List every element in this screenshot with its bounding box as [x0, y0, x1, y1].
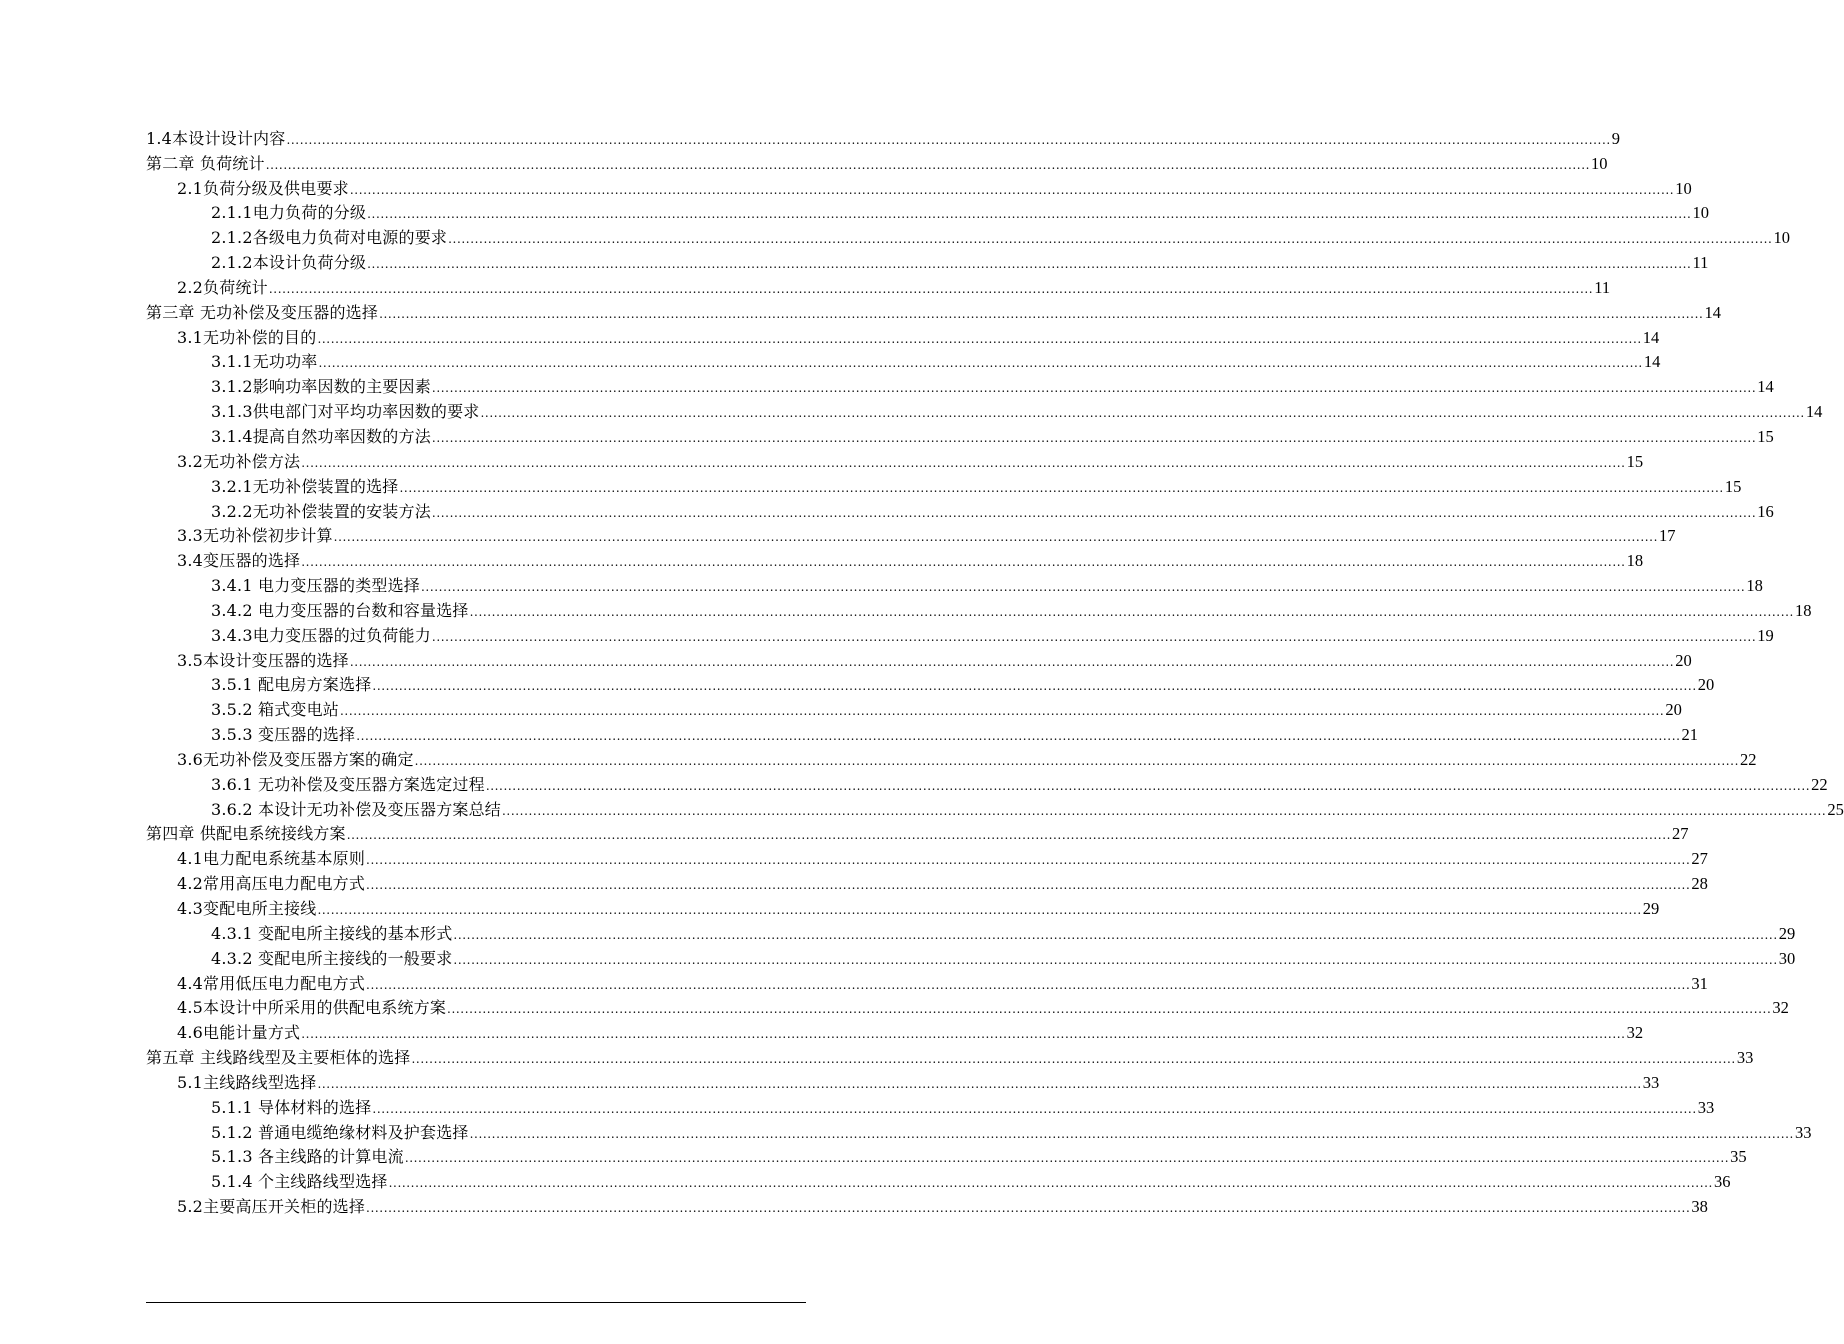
toc-entry-title: 3.6.2 本设计无功补偿及变压器方案总结 [211, 799, 501, 819]
toc-leader-dots: ............................................................................................................................................................................................................................................................................................................ [453, 952, 1778, 967]
toc-entry[interactable] [146, 770, 1828, 795]
toc-entry[interactable] [146, 820, 1689, 845]
toc-entry[interactable] [146, 1068, 1660, 1093]
toc-entry-title: 3.4.2 电力变压器的台数和容量选择 [211, 600, 469, 620]
toc-entry-page-number: 28 [1691, 874, 1708, 894]
toc-entry[interactable] [146, 1192, 1708, 1217]
toc-entry-page-number: 33 [1736, 1048, 1754, 1068]
toc-entry-title: 3.3无功补偿初步计算 [177, 526, 333, 546]
toc-entry-page-number: 15 [1757, 426, 1774, 446]
toc-entry[interactable] [146, 869, 1708, 894]
toc-entry[interactable] [146, 596, 1812, 621]
toc-entry-page-number: 20 [1675, 650, 1692, 670]
toc-entry[interactable] [146, 919, 1796, 944]
toc-entry-title: 2.1.2各级电力负荷对电源的要求 [211, 228, 448, 248]
toc-leader-dots: ............................................................................................................................................................................................................................................................................................................ [356, 729, 1681, 744]
toc-leader-dots: ............................................................................................................................................................................................................................................................................................................ [349, 654, 1675, 669]
toc-entry-title: 4.1电力配电系统基本原则 [177, 849, 366, 869]
toc-entry-page-number: 9 [1611, 128, 1621, 148]
toc-entry-page-number: 33 [1794, 1122, 1812, 1142]
toc-entry-title: 5.1.1 导体材料的选择 [211, 1097, 372, 1117]
toc-leader-dots: ............................................................................................................................................................................................................................................................................................................ [367, 207, 1692, 222]
toc-entry[interactable] [146, 745, 1757, 770]
toc-entry-page-number: 29 [1642, 899, 1660, 918]
toc-entry[interactable] [146, 447, 1644, 472]
toc-entry-page-number: 33 [1697, 1097, 1715, 1117]
toc-entry-title: 4.3.1 变配电所主接线的基本形式 [211, 923, 453, 943]
toc-leader-dots: ............................................................................................................................................................................................................................................................................................................ [366, 977, 1691, 992]
toc-entry-page-number: 14 [1805, 402, 1823, 422]
toc-leader-dots: ............................................................................................................................................................................................................................................................................................................ [485, 778, 1811, 793]
toc-entry-title: 2.1负荷分级及供电要求 [177, 178, 349, 198]
toc-entry-page-number: 32 [1772, 998, 1789, 1018]
toc-entry-page-number: 16 [1757, 501, 1774, 521]
toc-entry-page-number: 10 [1773, 228, 1790, 248]
toc-leader-dots: ............................................................................................................................................................................................................................................................................................................ [448, 232, 1773, 247]
toc-entry[interactable] [146, 372, 1774, 397]
toc-entry-page-number: 18 [1746, 576, 1763, 596]
toc-leader-dots: ............................................................................................................................................................................................................................................................................................................ [317, 903, 1642, 917]
toc-entry-title: 5.1.4 个主线路线型选择 [211, 1172, 388, 1192]
toc-leader-dots: ............................................................................................................................................................................................................................................................................................................ [333, 530, 1658, 545]
toc-leader-dots: ............................................................................................................................................................................................................................................................................................................ [346, 828, 1672, 843]
toc-entry-page-number: 25 [1827, 799, 1844, 819]
toc-leader-dots: ............................................................................................................................................................................................................................................................................................................ [414, 753, 1739, 768]
toc-entry[interactable] [146, 646, 1692, 671]
toc-entry-title: 第二章 负荷统计 [146, 153, 265, 173]
toc-entry[interactable] [146, 323, 1660, 348]
toc-entry-page-number: 20 [1665, 700, 1682, 720]
toc-entry-page-number: 10 [1591, 153, 1608, 173]
toc-entry-title: 3.1.3供电部门对平均功率因数的要求 [211, 402, 480, 422]
toc-leader-dots: ............................................................................................................................................................................................................................................................................................................ [469, 1126, 1794, 1141]
toc-entry-page-number: 29 [1778, 923, 1796, 943]
toc-leader-dots: ............................................................................................................................................................................................................................................................................................................ [301, 455, 1626, 470]
toc-entry-title: 3.6.1 无功补偿及变压器方案选定过程 [211, 774, 485, 794]
toc-entry[interactable] [146, 472, 1742, 497]
toc-leader-dots: ............................................................................................................................................................................................................................................................................................................ [480, 406, 1805, 421]
toc-leader-dots: ............................................................................................................................................................................................................................................................................................................ [372, 679, 1697, 694]
toc-entry[interactable] [146, 1167, 1731, 1192]
toc-leader-dots: ............................................................................................................................................................................................................................................................................................................ [268, 281, 1594, 296]
toc-entry-page-number: 14 [1704, 302, 1721, 322]
toc-entry-title: 3.1.2影响功率因数的主要因素 [211, 377, 431, 397]
toc-entry-page-number: 21 [1681, 725, 1699, 745]
toc-entry[interactable] [146, 671, 1715, 696]
toc-entry-page-number: 14 [1642, 327, 1660, 347]
toc-leader-dots: ............................................................................................................................................................................................................................................................................................................ [421, 580, 1746, 595]
toc-entry[interactable] [146, 1018, 1644, 1043]
toc-entry-title: 3.2.1无功补偿装置的选择 [211, 476, 399, 496]
toc-entry[interactable] [146, 695, 1682, 720]
toc-entry-page-number: 10 [1692, 203, 1709, 223]
toc-entry-title: 3.4.1 电力变压器的类型选择 [211, 576, 420, 596]
toc-entry-title: 第四章 供配电系统接线方案 [146, 824, 346, 844]
toc-entry[interactable] [146, 348, 1661, 373]
toc-entry-title: 3.5.1 配电房方案选择 [211, 675, 372, 695]
toc-entry[interactable] [146, 149, 1608, 174]
toc-leader-dots: ............................................................................................................................................................................................................................................................................................................ [366, 1201, 1691, 1216]
toc-leader-dots: ............................................................................................................................................................................................................................................................................................................ [502, 803, 1827, 818]
toc-leader-dots: ............................................................................................................................................................................................................................................................................................................ [431, 381, 1757, 396]
toc-leader-dots: ............................................................................................................................................................................................................................................................................................................ [317, 1076, 1642, 1091]
toc-entry-page-number: 33 [1642, 1072, 1660, 1092]
toc-entry-title: 4.6电能计量方式 [177, 1023, 301, 1043]
toc-entry-title: 2.1.2本设计负荷分级 [211, 253, 367, 273]
toc-leader-dots: ............................................................................................................................................................................................................................................................................................................ [286, 132, 1611, 147]
toc-entry[interactable] [146, 1093, 1715, 1118]
toc-leader-dots: ............................................................................................................................................................................................................................................................................................................ [411, 1052, 1736, 1067]
toc-entry[interactable] [146, 298, 1721, 323]
toc-entry[interactable] [146, 969, 1708, 994]
toc-entry-page-number: 11 [1692, 253, 1709, 273]
toc-entry-page-number: 17 [1659, 526, 1676, 546]
toc-entry-page-number: 22 [1811, 774, 1828, 794]
toc-entry[interactable] [146, 944, 1796, 969]
toc-entry[interactable] [146, 273, 1611, 298]
toc-leader-dots: ............................................................................................................................................................................................................................................................................................................ [367, 257, 1692, 272]
toc-entry-page-number: 14 [1757, 377, 1774, 397]
toc-entry-title: 3.2.2无功补偿装置的安装方法 [211, 501, 431, 521]
toc-entry-title: 5.1.3 各主线路的计算电流 [211, 1147, 404, 1167]
toc-entry[interactable] [146, 1143, 1747, 1168]
toc-entry-page-number: 27 [1672, 824, 1689, 844]
toc-entry[interactable] [146, 1118, 1812, 1143]
toc-entry[interactable] [146, 546, 1644, 571]
toc-entry-page-number: 31 [1691, 973, 1708, 993]
toc-entry[interactable] [146, 522, 1676, 547]
toc-entry-title: 3.4.3电力变压器的过负荷能力 [211, 625, 431, 645]
toc-entry[interactable] [146, 795, 1844, 820]
toc-entry-title: 3.4变压器的选择 [177, 551, 301, 571]
toc-entry-page-number: 10 [1675, 178, 1692, 198]
toc-entry-title: 5.1.2 普通电缆绝缘材料及护套选择 [211, 1122, 469, 1142]
toc-entry-page-number: 35 [1730, 1147, 1747, 1167]
toc-leader-dots: ............................................................................................................................................................................................................................................................................................................ [366, 853, 1691, 868]
toc-entry[interactable] [146, 1043, 1754, 1068]
toc-entry-title: 4.4常用低压电力配电方式 [177, 973, 366, 993]
toc-entry-page-number: 18 [1794, 600, 1812, 620]
toc-entry-title: 3.1.4提高自然功率因数的方法 [211, 426, 431, 446]
table-of-contents [146, 124, 1844, 1217]
toc-entry[interactable] [146, 199, 1709, 224]
toc-leader-dots: ............................................................................................................................................................................................................................................................................................................ [318, 356, 1643, 371]
toc-entry-page-number: 15 [1724, 476, 1742, 496]
toc-entry[interactable] [146, 248, 1709, 273]
toc-entry-title: 3.5本设计变压器的选择 [177, 650, 349, 670]
toc-entry-title: 2.2负荷统计 [177, 277, 268, 297]
toc-entry-page-number: 27 [1691, 849, 1708, 869]
footer-rule [146, 1302, 806, 1303]
toc-entry-title: 4.2常用高压电力配电方式 [177, 874, 366, 894]
toc-leader-dots: ............................................................................................................................................................................................................................................................................................................ [372, 1101, 1697, 1116]
toc-leader-dots: ............................................................................................................................................................................................................................................................................................................ [453, 927, 1778, 942]
toc-entry-page-number: 32 [1626, 1023, 1644, 1043]
toc-entry-title: 4.3变配电所主接线 [177, 899, 317, 918]
toc-leader-dots: ............................................................................................................................................................................................................................................................................................................ [265, 157, 1591, 172]
toc-entry-page-number: 18 [1626, 551, 1644, 571]
toc-entry[interactable] [146, 422, 1774, 447]
toc-leader-dots: ............................................................................................................................................................................................................................................................................................................ [447, 1002, 1772, 1017]
toc-entry-title: 3.1无功补偿的目的 [177, 327, 317, 347]
toc-leader-dots: ............................................................................................................................................................................................................................................................................................................ [404, 1151, 1730, 1166]
toc-entry-title: 3.5.3 变压器的选择 [211, 725, 356, 745]
toc-entry[interactable] [146, 994, 1789, 1019]
toc-leader-dots: ............................................................................................................................................................................................................................................................................................................ [431, 629, 1757, 644]
toc-leader-dots: ............................................................................................................................................................................................................................................................................................................ [379, 306, 1704, 321]
toc-entry[interactable] [146, 223, 1790, 248]
toc-entry-page-number: 38 [1691, 1197, 1708, 1217]
toc-leader-dots: ............................................................................................................................................................................................................................................................................................................ [366, 878, 1691, 893]
toc-leader-dots: ............................................................................................................................................................................................................................................................................................................ [349, 182, 1675, 197]
toc-entry[interactable] [146, 894, 1660, 919]
toc-leader-dots: ............................................................................................................................................................................................................................................................................................................ [388, 1176, 1713, 1191]
toc-entry[interactable] [146, 497, 1774, 522]
toc-entry-title: 4.5本设计中所采用的供配电系统方案 [177, 998, 447, 1018]
toc-entry[interactable] [146, 621, 1774, 646]
toc-leader-dots: ............................................................................................................................................................................................................................................................................................................ [431, 505, 1757, 520]
toc-entry-page-number: 15 [1626, 451, 1644, 471]
toc-leader-dots: ............................................................................................................................................................................................................................................................................................................ [301, 1027, 1626, 1042]
toc-entry-page-number: 19 [1757, 625, 1774, 645]
toc-entry-page-number: 20 [1697, 675, 1715, 695]
toc-entry[interactable] [146, 571, 1763, 596]
toc-entry-page-number: 22 [1740, 749, 1757, 769]
toc-entry-title: 3.6无功补偿及变压器方案的确定 [177, 749, 414, 769]
toc-entry-title: 5.1主线路线型选择 [177, 1072, 317, 1092]
toc-entry[interactable] [146, 720, 1699, 745]
toc-leader-dots: ............................................................................................................................................................................................................................................................................................................ [340, 704, 1665, 719]
toc-entry[interactable] [146, 174, 1692, 199]
toc-leader-dots: ............................................................................................................................................................................................................................................................................................................ [399, 480, 1724, 495]
toc-entry-page-number: 36 [1713, 1172, 1731, 1192]
toc-leader-dots: ............................................................................................................................................................................................................................................................................................................ [301, 555, 1626, 570]
toc-entry-title: 1.4本设计设计内容 [146, 128, 286, 148]
toc-entry-title: 3.2无功补偿方法 [177, 451, 301, 471]
toc-entry-title: 4.3.2 变配电所主接线的一般要求 [211, 948, 453, 968]
toc-leader-dots: ............................................................................................................................................................................................................................................................................................................ [317, 331, 1642, 346]
toc-leader-dots: ............................................................................................................................................................................................................................................................................................................ [431, 430, 1757, 445]
toc-entry-page-number: 30 [1778, 948, 1796, 968]
toc-entry[interactable] [146, 844, 1708, 869]
toc-entry-title: 5.2主要高压开关柜的选择 [177, 1197, 366, 1217]
toc-leader-dots: ............................................................................................................................................................................................................................................................................................................ [469, 604, 1794, 619]
toc-entry[interactable] [146, 397, 1823, 422]
toc-entry-page-number: 14 [1643, 352, 1661, 372]
toc-entry-title: 第五章 主线路线型及主要柜体的选择 [146, 1048, 411, 1068]
toc-entry-title: 3.1.1无功功率 [211, 352, 318, 372]
toc-entry-title: 3.5.2 箱式变电站 [211, 700, 339, 720]
toc-entry[interactable] [146, 124, 1621, 149]
toc-entry-page-number: 11 [1594, 277, 1611, 297]
toc-entry-title: 2.1.1电力负荷的分级 [211, 203, 367, 223]
toc-entry-title: 第三章 无功补偿及变压器的选择 [146, 302, 379, 322]
